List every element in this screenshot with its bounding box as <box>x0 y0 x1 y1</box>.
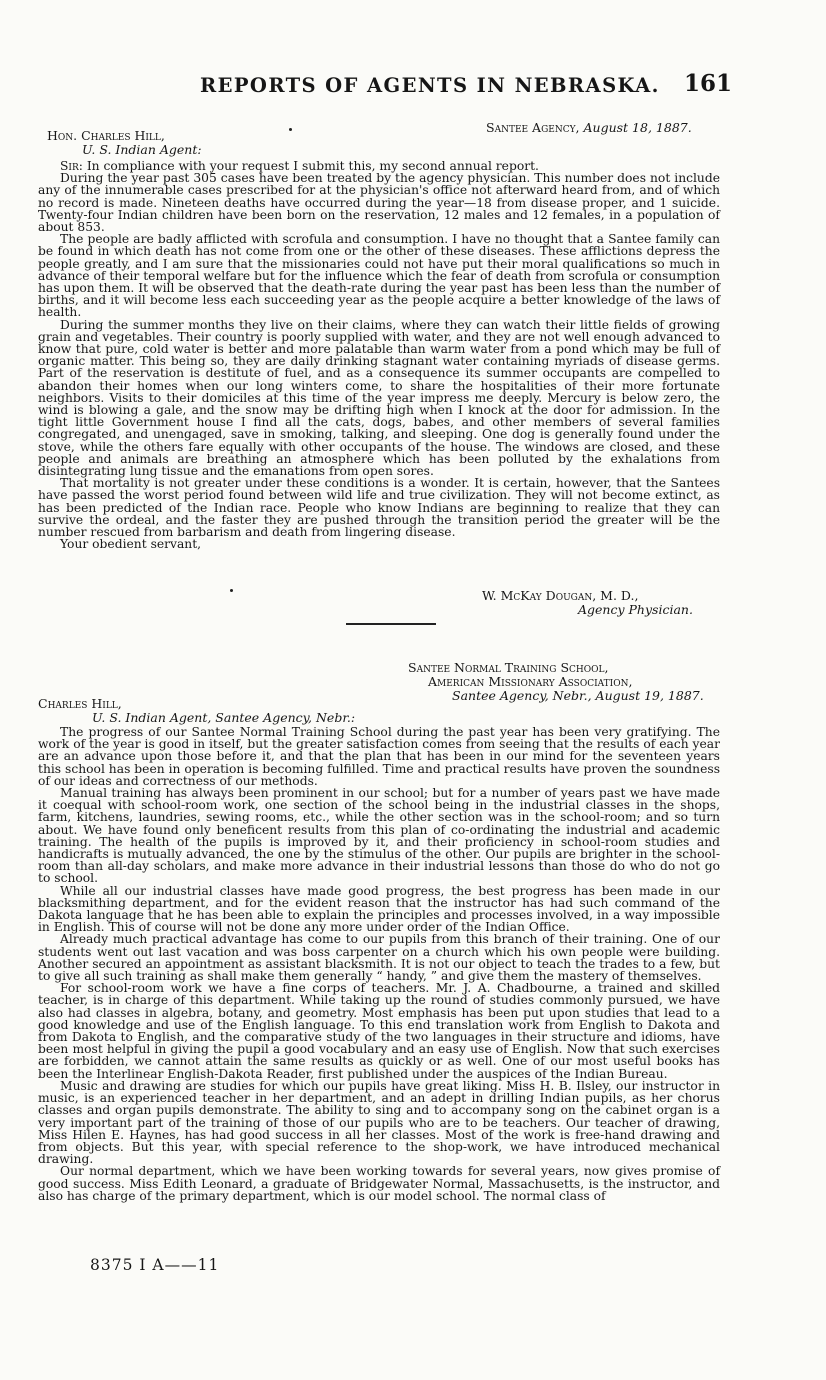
stray-mark <box>289 128 292 131</box>
letter1-addressee-name: Hon. Charles Hill, <box>47 128 165 143</box>
letter2-paragraph: The progress of our Santee Normal Training School during the past year has been very gratifying. The work of the year is good in itself, but the greater satisfaction comes from seeing that the results of each year are an advance upon those before it, and that the plan that has been in our mind for the seventeen years this school has been in operation is becoming fulfilled. Time and practical results have proven the soundness of our ideas and correctness of our methods. <box>38 725 720 788</box>
running-header <box>0 72 826 102</box>
letter1-paragraph: The people are badly afflicted with scrofula and consumption. I have no thought that a Santee family can be found in which death has not come from one or the other of these diseases. These afflictions depress the people greatly, and I am sure that the missionaries could not have put their moral qualifications so much in advance of their temporal welfare but for the influence which the fear of death from scrofula or consumption has upon them. It will be observed that the death-rate during the year past has been less than the number of births, and it will become less each succeeding year as the people acquire a better knowledge of the laws of health. <box>38 232 720 320</box>
letter2-place-date: Santee Agency, Nebr., August 19, 1887. <box>452 688 704 703</box>
letter1-date: August 18, 1887. <box>583 120 692 135</box>
running-title: REPORTS OF AGENTS IN NEBRASKA. <box>200 74 660 97</box>
section-divider <box>346 623 436 625</box>
letter2-association: American Missionary Association, <box>428 674 633 689</box>
letter1-paragraph: That mortality is not greater under these conditions is a wonder. It is certain, however, that the Santees have passed the worst period found between wild life and true civilization. They will not become extinct, as has been predicted of the Indian race. People who know Indians are beginning to realize that they can survive the ordeal, and the faster they are pushed through the transition period the greater will be the number rescued from barbarism and death from lingering disease. <box>38 476 720 540</box>
letter1-signer: W. McKay Dougan, M. D., <box>482 588 639 603</box>
page-number: 161 <box>684 70 733 97</box>
letter1-dateline <box>486 120 692 135</box>
letter2-paragraph: Music and drawing are studies for which our pupils have great liking. Miss H. B. Ilsley, our instructor in music, is an experienced teacher in her department, and an adept in drilling Indian pupils, as her chorus classes and organ pupils demonstrate. The ability to sing and to accompany song on the cabinet organ is a very important part of the training of those of our pupils who are to be teachers. Our teacher of drawing, Miss Hilen E. Haynes, has had good success in all her classes. Most of the work is free-hand drawing and from objects. But this year, with special reference to the shop-work, we have introduced mechanical drawing. <box>38 1078 720 1167</box>
letter2-paragraph: Our normal department, which we have been working towards for several years, now gives promise of good success. Miss Edith Leonard, a graduate of Bridgewater Normal, Massachusetts, is the instructor, and also has charge of the primary department, which is our model school. The normal class of <box>38 1164 720 1203</box>
letter2-paragraph: Already much practical advantage has come to our pupils from this branch of their training. One of our students went out last vacation and was boss carpenter on a church which his own people were building. Another secured an appointment as assistant blacksmith. It is not our object to teach the trades to a few, but to give all such training as shall make them generally “ handy, ” and give them the mastery of themselves. <box>38 932 720 984</box>
salutation-word: Sir: <box>60 159 83 173</box>
letter2-paragraph: Manual training has always been prominent in our school; but for a number of years past we have made it coequal with school-room work, one section of the school being in the industrial classes in the shops, farm, kitchens, laundries, sewing rooms, etc., while the other section was in the school-room; and so turn about. We have found only beneficent results from this plan of co-ordinating the industrial and academic training. The health of the pupils is improved by it, and their proficiency in school-room studies and handicrafts is mutually advanced, the one by the stimulus of the other. Our pupils are brighter in the school-room than all-day scholars, and make more advance in their industrial lessons than those do who do not go to school. <box>38 786 720 886</box>
letter2-addressee-name: Charles Hill, <box>38 696 122 711</box>
signature-mark: 8375 I A——11 <box>90 1256 220 1274</box>
salutation-text: In compliance with your request I submit this, my second annual report. <box>86 159 539 173</box>
letter1-paragraph: During the summer months they live on their claims, where they can watch their little fields of growing grain and vegetables. Their country is poorly supplied with water, and they are not well enough advanced to know that pure, cold water is better and more palatable than warm water from a pond which may be full of organic matter. This being so, they are daily drinking stagnant water containing myriads of disease germs. Part of the reservation is destitute of fuel, and as a consequence its summer occupants are compelled to abandon their homes when our long winters come, to share the hospitalities of their more fortunate neighbors. Visits to their domiciles at this time of the year impress me deeply. Mercury is below zero, the wind is blowing a gale, and the snow may be drifting high when I knock at the door for admission. In the tight little Government house I find all the cats, dogs, babes, and other members of several families congregated, and unengaged, save in smoking, talking, and sleeping. One dog is generally found under the stove, while the others fare equally with other occupants of the house. The windows are closed, and these people and animals are breathing an atmosphere which has been polluted by the exhalations from disintegrating lung tissue and the emanations from open sores. <box>38 317 720 479</box>
letter1-signer-title: Agency Physician. <box>578 602 693 617</box>
letter1-paragraph: During the year past 305 cases have been treated by the agency physician. This number does not include any of the innumerable cases prescribed for at the physician's office not afterward heard from, and of which no record is made. Nineteen deaths have occurred during the year—18 from disease proper, and 1 suicide. Twenty-four Indian children have been born on the reservation, 12 males and 12 females, in a population of about 853. <box>38 171 720 235</box>
letter2-paragraph: While all our industrial classes have made good progress, the best progress has been made in our blacksmithing department, and for the evident reason that the instructor has had such command of the Dakota language that he has been able to explain the principles and processes involved, in a way impossible in English. This of course will not be done any more under order of the Indian Office. <box>38 883 720 935</box>
letter1-place: Santee Agency, <box>486 120 580 135</box>
letter2-addressee-title: U. S. Indian Agent, Santee Agency, Nebr.: <box>92 710 356 725</box>
letter2-school: Santee Normal Training School, <box>408 660 609 675</box>
stray-mark <box>230 589 233 592</box>
letter2-body <box>38 726 720 1202</box>
letter1-addressee-title: U. S. Indian Agent: <box>82 142 202 157</box>
letter1-body <box>38 160 720 551</box>
letter1-closing: Your obedient servant, <box>60 537 202 552</box>
letter2-paragraph: For school-room work we have a fine corps of teachers. Mr. J. A. Chadbourne, a trained and skilled teacher, is in charge of this department. While taking up the round of studies commonly pursued, we have also had classes in algebra, botany, and geometry. Most emphasis has been put upon studies that lead to a good knowledge and use of the English language. To this end translation work from English to Dakota and from Dakota to English, and the comparative study of the two languages in their structure and idioms, have been most helpful in giving the pupil a good vocabulary and an easy use of English. Now that such exercises are forbidden, we cannot attain the same results as quickly or as well. One of our most useful books has been the Interlinear English-Dakota Reader, first published under the auspices of the Indian Bureau. <box>38 981 720 1081</box>
